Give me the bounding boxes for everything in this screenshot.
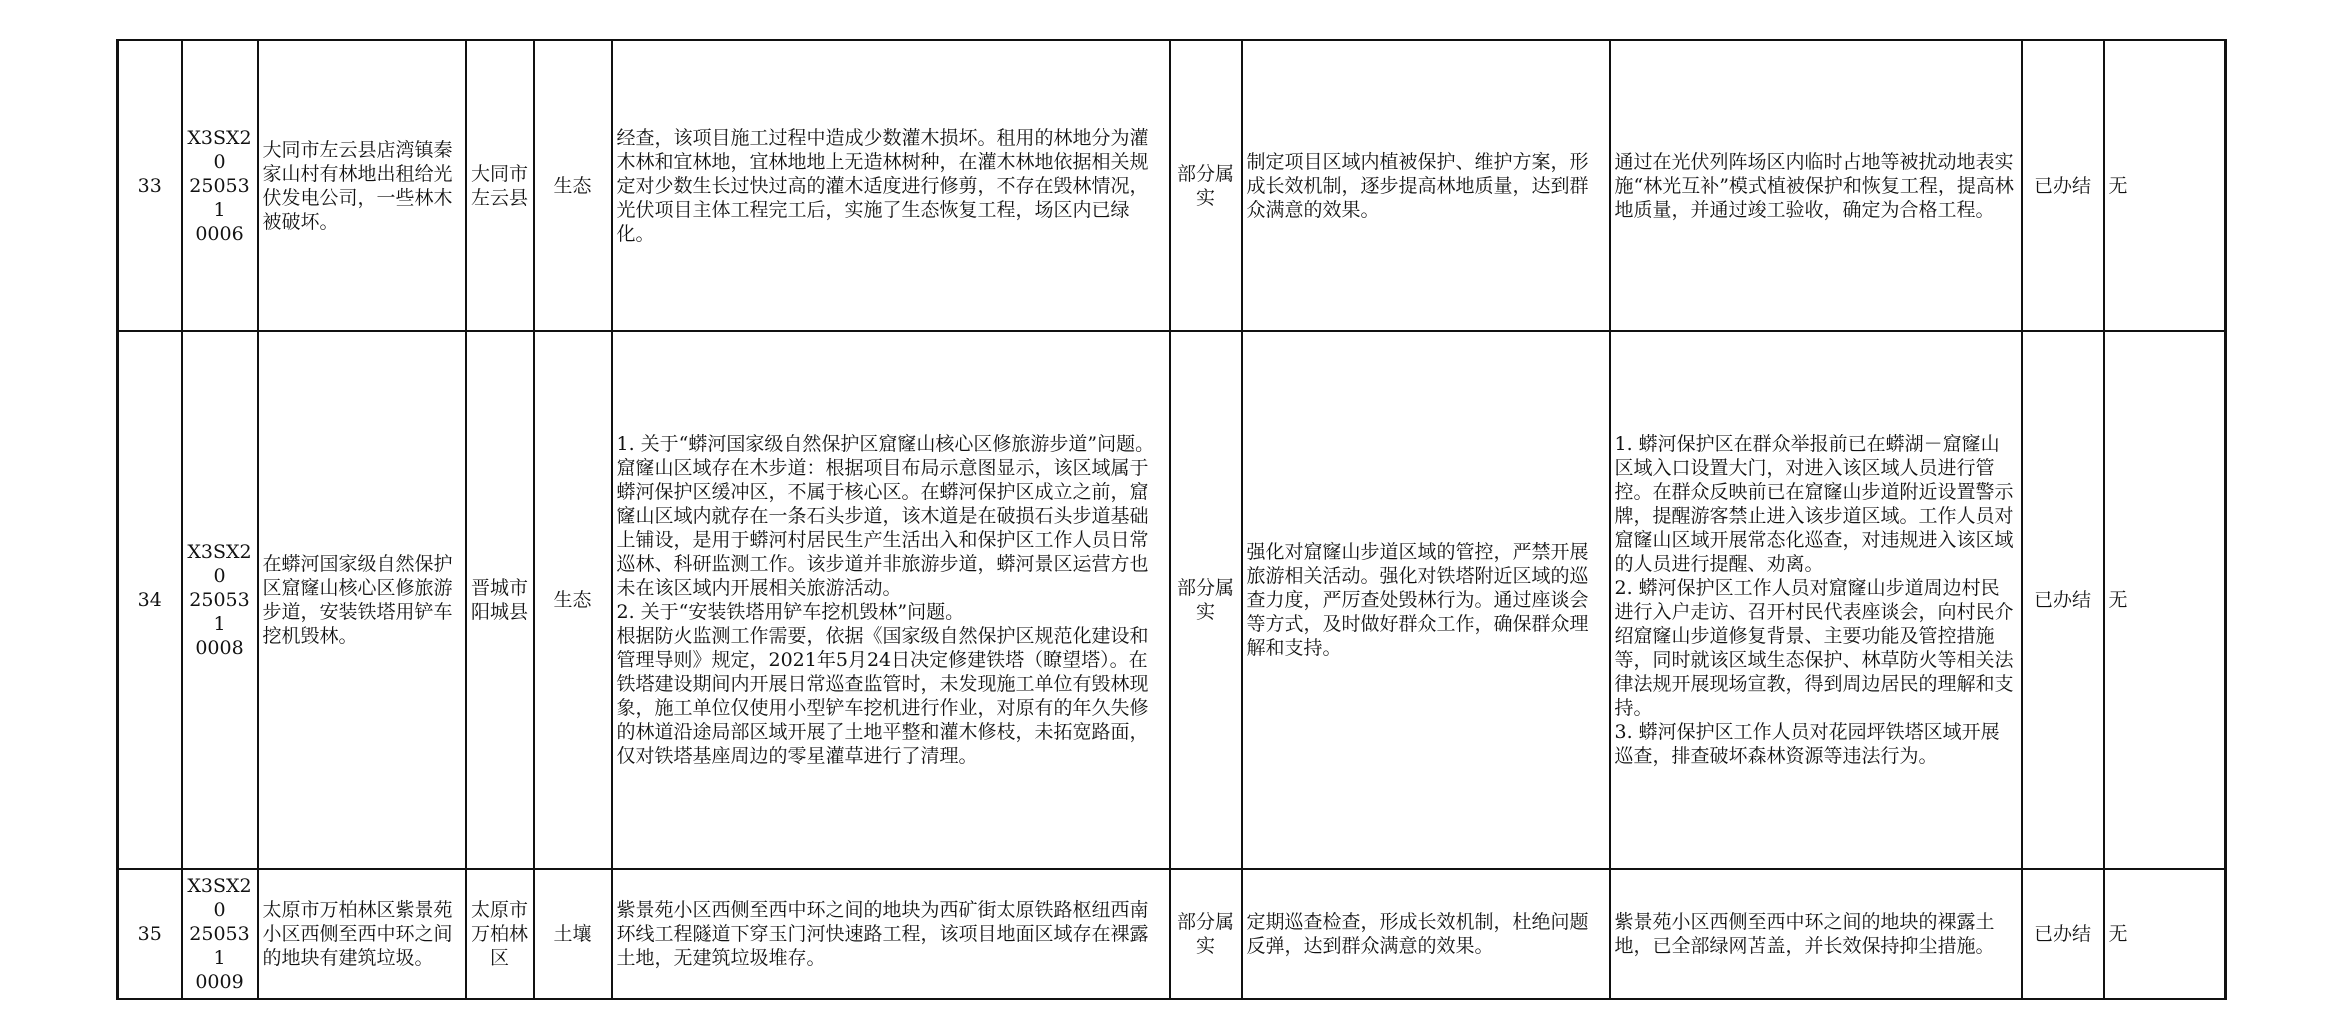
progress-text: 1. 蟒河保护区在群众举报前已在蟒湖－窟窿山区域入口设置大门，对进入该区域人员进行管控。在群众反映前已在窟窿山步道附近设置警示牌，提醒游客禁止进入该步道区域。工作人员对窟窿山区域开展常态化巡查，对违规进入该区域的人员进行提醒、劝离。 2. 蟒河保护区工作人员对窟窿山步道周边村民进行入户走访、召开村民代表座谈会，向村民介绍窟窿山步道修复背景、主要功能及管控措施等，同时就该区域生态保护、林草防火等相关法律法规开展现场宣教，得到周边居民的理解和支持。 3. 蟒河保护区工作人员对花园坪铁塔区域开展巡查，排查破坏森林资源等违法行为。 [1610,331,2022,869]
table-row [118,869,2226,999]
region: 大同市 左云县 [466,40,534,331]
measures-text: 定期巡查检查，形成长效机制，杜绝问题反弹，达到群众满意的效果。 [1242,869,1610,999]
issue-type: 土壤 [534,869,612,999]
accountability: 无 [2104,40,2226,331]
table-row [118,40,2226,331]
status-badge: 已办结 [2022,869,2104,999]
case-id: X3SX20 250531 0009 [182,869,258,999]
status-badge: 已办结 [2022,331,2104,869]
investigation-text: 经查，该项目施工过程中造成少数灌木损坏。租用的林地分为灌木林和宜林地，宜林地地上无造林树种，在灌木林地依据相关规定对少数生长过快过高的灌木适度进行修剪，不存在毁林情况，光伏项目主体工程完工后，实施了生态恢复工程，场区内已绿化。 [612,40,1170,331]
verdict: 部分属 实 [1170,869,1242,999]
progress-text: 紫景苑小区西侧至西中环之间的地块的裸露土地，已全部绿网苫盖，并长效保持抑尘措施。 [1610,869,2022,999]
issue-type: 生态 [534,331,612,869]
verdict: 部分属 实 [1170,40,1242,331]
accountability: 无 [2104,869,2226,999]
issue-text: 在蟒河国家级自然保护区窟窿山核心区修旅游步道，安装铁塔用铲车挖机毁林。 [258,331,466,869]
case-id: X3SX20 250531 0008 [182,331,258,869]
issue-type: 生态 [534,40,612,331]
measures-text: 强化对窟窿山步道区域的管控，严禁开展旅游相关活动。强化对铁塔附近区域的巡查力度，严厉查处毁林行为。通过座谈会等方式，及时做好群众工作，确保群众理解和支持。 [1242,331,1610,869]
investigation-text: 1. 关于“蟒河国家级自然保护区窟窿山核心区修旅游步道”问题。 窟窿山区域存在木步道：根据项目布局示意图显示，该区域属于蟒河保护区缓冲区，不属于核心区。在蟒河保护区成立之前，窟窿山区域内就存在一条石头步道，该木道是在破损石头步道基础上铺设，是用于蟒河村居民生产生活出入和保护区工作人员日常巡林、科研监测工作。该步道并非旅游步道，蟒河景区运营方也未在该区域内开展相关旅游活动。 2. 关于“安装铁塔用铲车挖机毁林”问题。 根据防火监测工作需要，依据《国家级自然保护区规范化建设和管理导则》规定，2021年5月24日决定修建铁塔（瞭望塔）。在铁塔建设期间内开展日常巡查监管时，未发现施工单位有毁林现象，施工单位仅使用小型铲车挖机进行作业，对原有的年久失修的林道沿途局部区域开展了土地平整和灌木修枝，未拓宽路面，仅对铁塔基座周边的零星灌草进行了清理。 [612,331,1170,869]
complaint-table [116,39,2227,1000]
row-number: 33 [118,40,182,331]
issue-text: 大同市左云县店湾镇秦家山村有林地出租给光伏发电公司，一些林木被破坏。 [258,40,466,331]
region: 太原市 万柏林 区 [466,869,534,999]
verdict: 部分属 实 [1170,331,1242,869]
measures-text: 制定项目区域内植被保护、维护方案，形成长效机制，逐步提高林地质量，达到群众满意的效果。 [1242,40,1610,331]
table-row [118,331,2226,869]
row-number: 34 [118,331,182,869]
investigation-text: 紫景苑小区西侧至西中环之间的地块为西矿街太原铁路枢纽西南环线工程隧道下穿玉门河快速路工程，该项目地面区域存在裸露土地，无建筑垃圾堆存。 [612,869,1170,999]
region: 晋城市 阳城县 [466,331,534,869]
case-id: X3SX20 250531 0006 [182,40,258,331]
progress-text: 通过在光伏列阵场区内临时占地等被扰动地表实施“林光互补”模式植被保护和恢复工程，提高林地质量，并通过竣工验收，确定为合格工程。 [1610,40,2022,331]
status-badge: 已办结 [2022,40,2104,331]
issue-text: 太原市万柏林区紫景苑小区西侧至西中环之间的地块有建筑垃圾。 [258,869,466,999]
row-number: 35 [118,869,182,999]
accountability: 无 [2104,331,2226,869]
